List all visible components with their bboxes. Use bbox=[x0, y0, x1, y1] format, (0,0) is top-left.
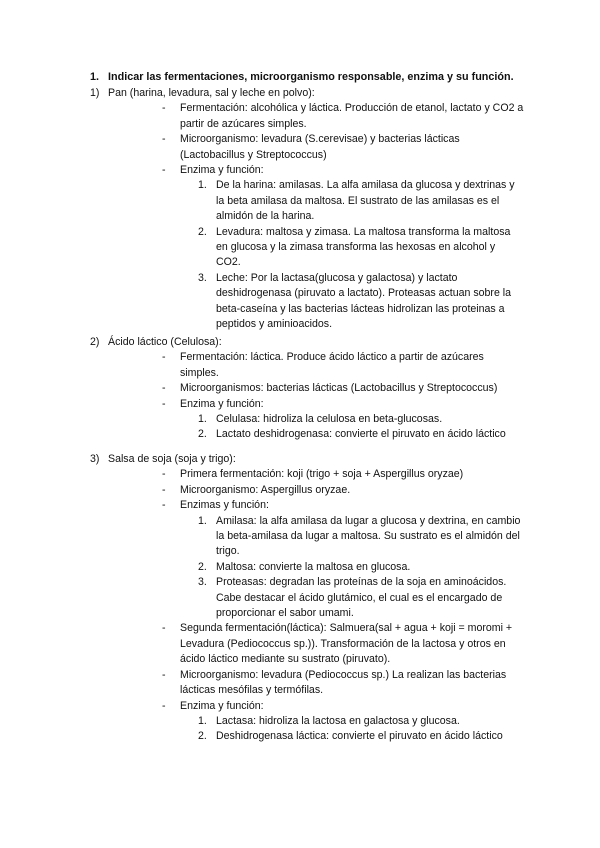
section-heading-text: Salsa de soja (soja y trigo): bbox=[108, 453, 236, 465]
list-item: - Microorganismo: levadura (Pediococcus sp.) La realizan las bacterias lácticas mesófilas y termófilas. bbox=[162, 668, 507, 697]
dash-marker: - bbox=[162, 102, 166, 115]
section-heading-text: Pan (harina, levadura, sal y leche en polvo): bbox=[108, 87, 315, 99]
list-item: - Enzima y función: bbox=[90, 163, 540, 178]
section-heading bbox=[90, 335, 540, 350]
dash-marker: - bbox=[162, 133, 166, 146]
dash-marker: - bbox=[162, 699, 166, 712]
list-item: - Primera fermentación: koji (trigo + soja + Aspergillus oryzae) bbox=[90, 467, 540, 482]
dash-marker: - bbox=[162, 468, 166, 481]
dash-marker: - bbox=[162, 668, 166, 681]
numbered-item: 2. Deshidrogenasa láctica: convierte el piruvato en ácido láctico bbox=[198, 730, 503, 743]
numbered-item: 1. Celulasa: hidroliza la celulosa en beta-glucosas. bbox=[198, 413, 443, 426]
list-item: - Microorganismo: levadura (S.cerevisae) y bacterias lácticas (Lactobacillus y Streptococcus) bbox=[162, 133, 460, 161]
dash-marker: - bbox=[162, 499, 166, 512]
dash-marker: - bbox=[162, 351, 166, 364]
list-item: - Fermentación: alcohólica y láctica. Producción de etanol, lactato y CO2 a partir de azúcares simples. bbox=[162, 102, 524, 130]
numbered-item: 1. Lactasa: hidroliza la lactosa en galactosa y glucosa. bbox=[198, 714, 460, 727]
section-pan bbox=[90, 86, 540, 333]
numbered-item: 2. Maltosa: convierte la maltosa en glucosa. bbox=[198, 560, 411, 573]
list-item: - Microorganismo: Aspergillus oryzae. bbox=[90, 483, 540, 498]
question-number: 1. bbox=[90, 71, 100, 83]
numbered-item: 1. De la harina: amilasas. La alfa amilasa da glucosa y dextrinas y la beta amilasa da maltosa. El sustrato de las amilasas es el almidón de la harina. bbox=[198, 179, 515, 223]
numbered-item: 3. Proteasas: degradan las proteínas de la soja en aminoácidos. Cabe destacar el ácido glutámico, el cual es el encargado de proporcionar el sabor umami. bbox=[198, 576, 507, 620]
dash-marker: - bbox=[162, 397, 166, 410]
list-item: - Fermentación: láctica. Produce ácido láctico a partir de azúcares simples. bbox=[162, 351, 484, 379]
list-item: - Enzimas y función: bbox=[90, 498, 540, 513]
dash-marker: - bbox=[162, 164, 166, 177]
list-item: - Segunda fermentación(láctica): Salmuera(sal + agua + koji = moromi + Levadura (Pediococcus sp.)). Transformación de la lactosa y otros en ácido láctico mediante su sustrato (piruvato). bbox=[162, 622, 513, 666]
dash-marker: - bbox=[162, 622, 166, 635]
list-item: - Enzima y función: bbox=[90, 397, 540, 412]
section-acido-lactico bbox=[90, 335, 540, 443]
list-item: - Microorganismos: bacterias lácticas (Lactobacillus y Streptococcus) bbox=[90, 381, 540, 396]
section-salsa-de-soja bbox=[90, 452, 540, 745]
numbered-item: 2. Lactato deshidrogenasa: convierte el piruvato en ácido láctico bbox=[198, 428, 506, 441]
section-heading bbox=[90, 452, 540, 467]
numbered-item: 2. Levadura: maltosa y zimasa. La maltosa transforma la maltosa en glucosa y la zimasa transforma las hexosas en alcohol y CO2. bbox=[198, 225, 511, 269]
list-item: - Enzima y función: bbox=[90, 699, 540, 714]
section-number: 1) bbox=[90, 87, 100, 99]
question-title bbox=[90, 70, 514, 85]
numbered-item: 1. Amilasa: la alfa amilasa da lugar a glucosa y dextrina, en cambio la beta-amilasa da lugar a maltosa. Su sustrato es el almidón del trigo. bbox=[198, 514, 521, 558]
section-heading bbox=[90, 86, 540, 101]
dash-marker: - bbox=[162, 382, 166, 395]
dash-marker: - bbox=[162, 483, 166, 496]
question-text: Indicar las fermentaciones, microorganismo responsable, enzima y su función. bbox=[108, 71, 514, 83]
numbered-item: 3. Leche: Por la lactasa(glucosa y galactosa) y lactato deshidrogenasa (piruvato a lactato). Proteasas actuan sobre la beta-caseína y las bacterias lácteas hidrolizan las proteinas a peptidos y aminioacidos. bbox=[198, 271, 512, 331]
section-heading-text: Ácido láctico (Celulosa): bbox=[108, 336, 222, 348]
section-number: 2) bbox=[90, 336, 100, 348]
section-number: 3) bbox=[90, 453, 100, 465]
